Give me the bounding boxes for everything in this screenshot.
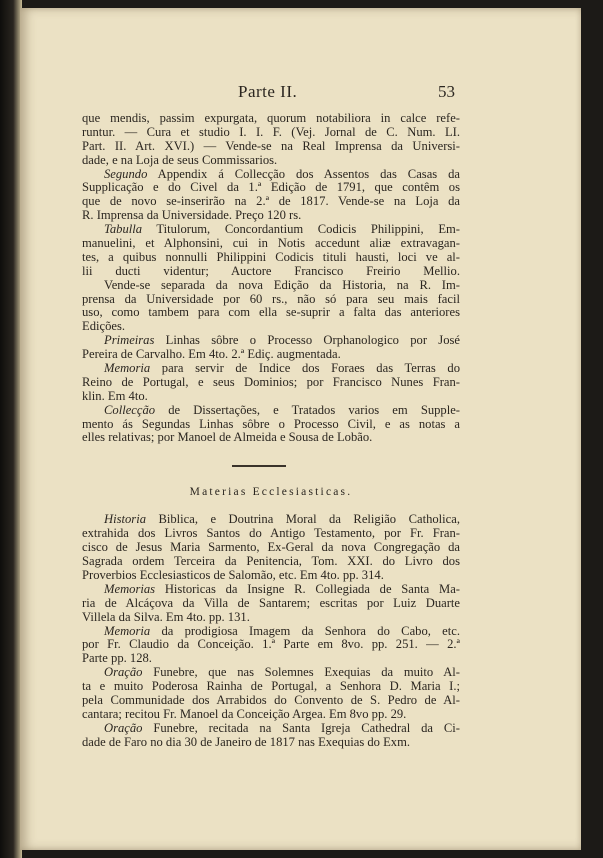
page-number: 53 [438,82,455,101]
line-text: ria de Alcáçova da Villa de Santarem; escritas por Luiz Duarte [82,595,460,610]
line-text: Historicas da Insigne R. Collegiada de Santa Ma- [155,581,460,596]
text-line [82,652,460,666]
text-line [82,736,460,750]
line-text: que mendis, passim expurgata, quorum notabiliora in calce refe- [82,111,460,125]
line-text: Appendix á Collecção dos Assentos das Casas da [147,166,460,181]
entry-keyword: Oração [104,720,143,735]
text-line [82,334,460,348]
text-line [82,418,460,432]
text-line [82,597,460,611]
line-text: Proverbios Ecclesiasticos de Salomão, etc. Em 4to. pp. 314. [82,567,384,582]
text-line [82,555,460,569]
line-text: runtur. — Cura et studio I. I. F. (Vej. Jornal de C. Num. LI. [82,124,460,139]
text-line [82,195,460,209]
text-line [82,126,460,140]
line-text: R. Imprensa da Universidade. Preço 120 rs. [82,208,302,223]
line-text: pela Communidade dos Arrabidos do Convento de S. Pedro de Al- [82,692,460,707]
page-header-title: Parte II. [238,82,298,101]
text-line [82,293,460,307]
text-block [82,112,460,750]
entry-keyword: Oração [104,665,143,680]
line-text: Biblica, e Doutrina Moral da Religião Catholica, [146,512,460,527]
line-text: mento ás Segundas Linhas sôbre o Processo Civil, e as notas a [82,416,460,431]
line-text: Supplicação e do Civel da 1.ª Edição de 1791, que contêm os [82,180,460,195]
text-line [82,625,460,639]
line-text: dade, e na Loja de seus Commissarios. [82,152,278,167]
text-line [82,223,460,237]
text-line [82,431,460,445]
line-text: Vende-se separada da nova Edição da Historia, na R. Im- [104,277,460,292]
line-text: klin. Em 4to. [82,388,148,403]
line-text: Parte pp. 128. [82,651,152,666]
line-text: cisco de Jesus Maria Sarmento, Ex-Geral da nova Congregação da [82,540,460,555]
text-line [82,722,460,736]
line-text: Pereira de Carvalho. Em 4to. 2.ª Ediç. augmentada. [82,347,341,362]
line-text: manuelini, et Alphonsini, cui in Notis accedunt aliæ extravagan- [82,236,460,251]
line-text: Linhas sôbre o Processo Orphanologico por José [154,333,460,348]
line-text: ta e muito Poderosa Rainha de Portugal, a Senhora D. Maria I.; [82,679,460,694]
entry-keyword: Memorias [104,581,156,596]
entry-keyword: Memoria [104,361,151,376]
text-line [82,583,460,597]
text-line [82,611,460,625]
text-line [82,306,460,320]
entry-keyword: Segundo [104,166,148,181]
line-text: para servir de Indice dos Foraes das Terras do [150,361,460,376]
text-line [82,638,460,652]
book-spine [0,0,22,858]
text-line [82,154,460,168]
text-line [82,168,460,182]
text-line [82,140,460,154]
text-line [82,390,460,404]
entry-keyword: Memoria [104,623,151,638]
text-line [82,694,460,708]
line-text: Edições. [82,319,126,334]
text-line [82,279,460,293]
text-line [82,666,460,680]
line-text: Villela da Silva. Em 4to. pp. 131. [82,609,250,624]
section-divider [232,465,286,467]
text-line [82,527,460,541]
line-text: uso, como tambem para com ella se-suprir a falta das anteriores [82,305,460,320]
line-text: elles relativas; por Manoel de Almeida e Sousa de Lobão. [82,430,373,445]
text-line [82,362,460,376]
line-text: tes, a quibus nonnulli Philippini Codicis tituli hausti, loci ve al- [82,249,460,264]
line-text: lii ducti videntur; Auctore Francisco Freirio Mellio. [82,263,460,278]
line-text: prensa da Universidade por 60 rs., não só para seu mais facil [82,291,460,306]
text-line [82,348,460,362]
line-text: Titulorum, Concordantium Codicis Philippini, Em- [142,222,460,237]
text-line [82,112,460,126]
text-line [82,376,460,390]
entry-keyword: Primeiras [104,333,155,348]
line-text: Part. II. Art. XVI.) — Vende-se na Real Imprensa da Universi- [82,138,460,153]
text-line [82,237,460,251]
line-text: por Fr. Claudio da Conceição. 1.ª Parte em 8vo. pp. 251. — 2.ª [82,637,460,652]
text-line [82,513,460,527]
text-line [82,181,460,195]
text-line [82,265,460,279]
text-line [82,404,460,418]
line-text: dade de Faro no dia 30 de Janeiro de 1817 nas Exequias do Exm. [82,734,411,749]
line-text: Funebre, recitada na Santa Igreja Cathedral da Ci- [142,720,460,735]
entry-keyword: Historia [104,512,146,527]
entry-keyword: Tabulla [104,222,143,237]
line-text: extrahida dos Livros Santos do Antigo Testamento, por Fr. Fran- [82,526,460,541]
line-text: Sagrada ordem Terceira da Penitencia, Tom. XXI. do Livro dos [82,554,460,569]
text-line [82,541,460,555]
text-line [82,320,460,334]
text-line [82,251,460,265]
line-text: cantara; recitou Fr. Manoel da Conceição Argea. Em 8vo pp. 29. [82,706,407,721]
line-text: que de novo se-inserirão na 2.ª de 1817. Vende-se na Loja da [82,194,460,209]
section-heading: Materias Ecclesiasticas. [189,486,353,499]
line-text: Reino de Portugal, e seus Dominios; por Francisco Nunes Fran- [82,374,460,389]
book-listings-legal [82,112,460,445]
spacer [82,445,460,465]
line-text: da prodigiosa Imagem da Senhora do Cabo, etc. [150,623,460,638]
book-listings-ecclesiastical [82,513,460,749]
text-line [82,680,460,694]
running-head [20,80,581,106]
text-line [82,708,460,722]
entry-keyword: Collecção [104,402,156,417]
text-line [82,209,460,223]
book-page [20,8,581,850]
line-text: Funebre, que nas Solemnes Exequias da muito Al- [142,665,460,680]
line-text: de Dissertações, e Tratados varios em Supple- [155,402,460,417]
text-line [82,569,460,583]
